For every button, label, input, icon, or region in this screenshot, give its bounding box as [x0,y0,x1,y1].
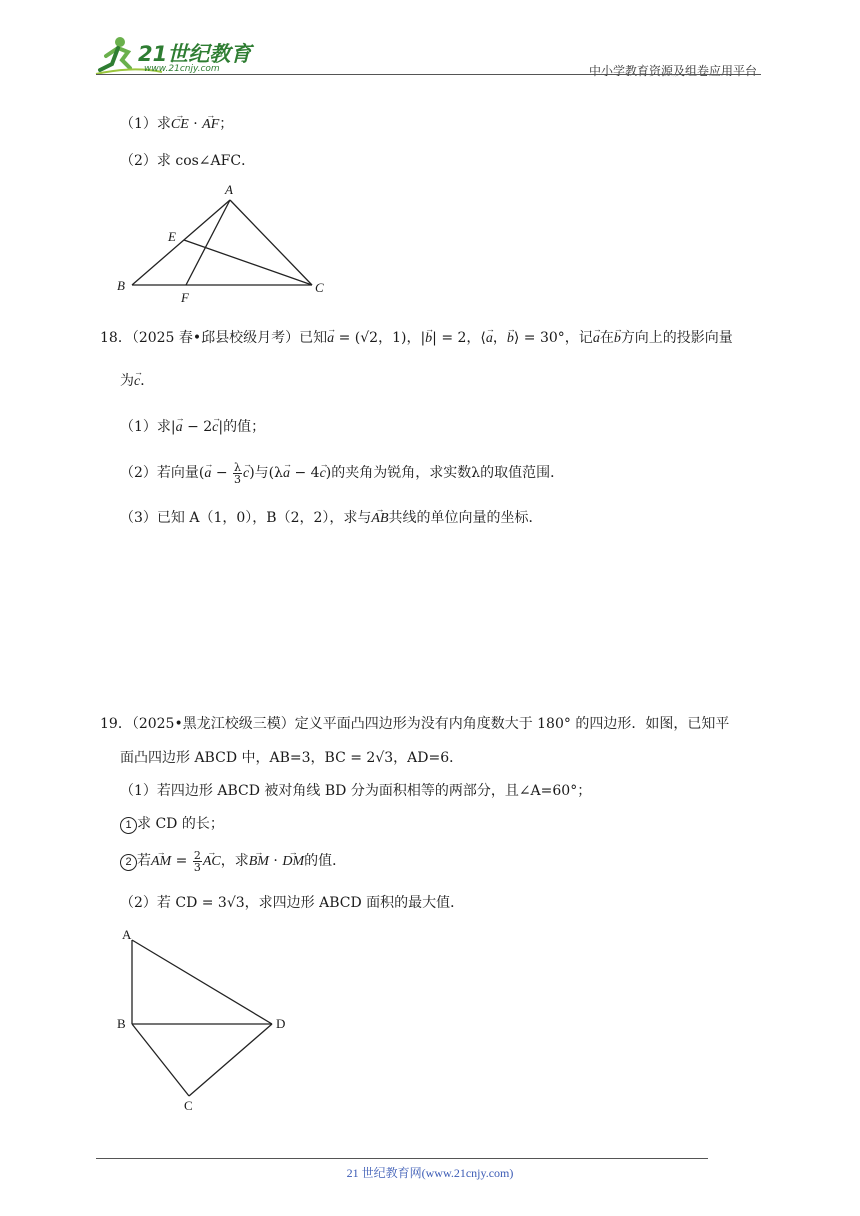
q18-part2: （2）若向量(→ a − $\frac{\lambda}{3}$ → c)与(λ→ a − 4→ c)的夹角为锐角，求实数λ的取值范围． [120,461,564,486]
fig2-label-c: C [184,1098,193,1113]
fig1-label-b: B [117,278,125,293]
fig1-label-c: C [315,280,324,295]
logo-main-text: 21世纪教育 [138,42,252,66]
footer-link[interactable]: 21 世纪教育网(www.21cnjy.com) [346,1166,514,1180]
q19-sub1: 1 求 CD 的长； [120,814,224,834]
circled-number-2: 2 [120,854,137,871]
fig1-label-a: A [225,182,233,197]
header-divider [96,74,761,75]
fig2-label-a: A [122,927,132,942]
q18-line2: 为→ c． [120,371,154,392]
fig2-label-d: D [276,1016,286,1031]
q17-part2: （2）求 cos∠AFC． [120,153,256,169]
fig1-label-e: E [168,229,176,244]
q19-part2: （2）若 CD = 3√3，求四边形 ABCD 面积的最大值． [120,895,465,911]
q19-line2: 面凸四边形 ABCD 中，AB=3，BC = 2√3，AD=6． [120,750,464,766]
q19-line1: 19．（2025•黑龙江校级三模）定义平面凸四边形为没有内角度数大于 180° 的四边形．如图，已知平 [100,716,730,732]
q17-part1: （1）求→ CE · → AF； [120,114,233,135]
lambda-over-3-fraction: $\frac{\lambda}{3}$ [234,460,241,486]
q19-part1: （1）若四边形 ABCD 被对角线 BD 分为面积相等的两部分，且∠A=60°； [120,783,592,799]
q19-sub2: 2 若→ AM = $\frac{2}{3}$ → AC，求→ BM · → DM的值． [120,849,346,874]
q18-line1: 18．（2025 春•邱县校级月考）已知→ a = (√2，1)，|→ b| = 2，⟨→ a，→ b⟩ = 30°，记→ a在→ b方向上的投影向量 [100,328,733,349]
fig2-label-b: B [117,1016,126,1031]
quadrilateral-figure-2 [112,926,302,1116]
header-platform-text: 中小学教育资源及组卷应用平台 [588,64,757,78]
footer-divider [96,1158,708,1159]
triangle-figure-1 [112,180,332,305]
fig1-label-f: F [181,290,189,305]
two-thirds-fraction: $\frac{2}{3}$ [193,848,201,874]
circled-number-1: 1 [120,817,137,834]
q18-part1: （1）求|→ a − 2→ c|的值； [120,417,265,438]
site-logo [92,34,262,78]
logo-sub-text: www.21cnjy.com [144,64,220,74]
q18-part3: （3）已知 A（1，0），B（2，2），求与→ AB共线的单位向量的坐标． [120,508,543,529]
